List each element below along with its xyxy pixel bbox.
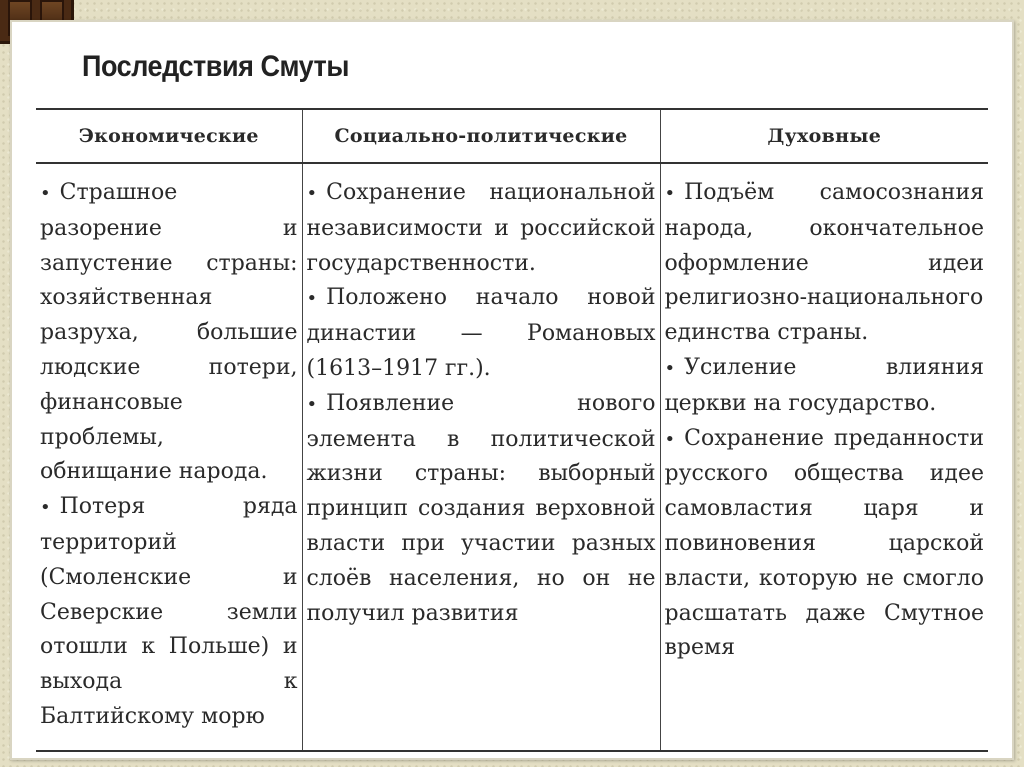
page-title: Последствия Смуты <box>82 50 349 83</box>
list-item <box>40 490 298 735</box>
column-header-socio-political: Социально-политические <box>302 109 660 163</box>
column-header-spiritual: Духовные <box>660 109 988 163</box>
list-item-text: Усиление влияния церкви на государство. <box>664 354 984 416</box>
list-item <box>307 281 656 386</box>
bullet-icon: • <box>664 428 676 450</box>
bullet-icon: • <box>306 393 318 415</box>
list-item-text: Появление нового элемента в политической жизни страны: выборный принцип создания верховной власти при участии разных слоёв населения, но он не получил развития <box>306 390 656 626</box>
list-item-text: Подъём самосознания народа, окончательное оформление идеи религиозно-национального единства страны. <box>664 180 984 346</box>
column-header-economic: Экономические <box>36 109 302 163</box>
list-item <box>307 176 656 281</box>
header-row <box>36 109 988 163</box>
list-item <box>665 422 985 667</box>
bullet-icon: • <box>664 183 676 204</box>
bullet-icon: • <box>40 183 51 204</box>
list-item <box>665 176 985 351</box>
list-item-text: Сохранение преданности русского общества идее самовластия царя и повиновения царской власти, которую не смогло расшатать даже Смутное время <box>664 425 984 661</box>
list-item <box>40 176 298 490</box>
bullet-icon: • <box>664 357 676 379</box>
list-item-text: Сохранение национальной независимости и российской государственности. <box>306 180 656 276</box>
list-item-text: Страшное разорение и запустение страны: хозяйственная разруха, большие людские потери, финансовые проблемы, обнищание народа. <box>40 180 298 485</box>
bullet-icon: • <box>306 183 318 204</box>
bullet-icon: • <box>40 497 51 519</box>
bullet-icon: • <box>306 288 318 310</box>
socio-political-cell <box>302 163 660 751</box>
list-item <box>307 387 656 632</box>
spiritual-cell <box>660 163 988 751</box>
list-item-text: Положено начало новой династии — Романовых (1613–1917 гг.). <box>306 285 656 381</box>
consequences-table <box>36 108 988 752</box>
economic-cell <box>36 163 302 751</box>
content-row <box>36 163 988 751</box>
list-item <box>665 351 985 422</box>
list-item-text: Потеря ряда территорий (Смоленские и Северские земли отошли к Польше) и выхода к Балтийскому морю <box>40 494 298 729</box>
